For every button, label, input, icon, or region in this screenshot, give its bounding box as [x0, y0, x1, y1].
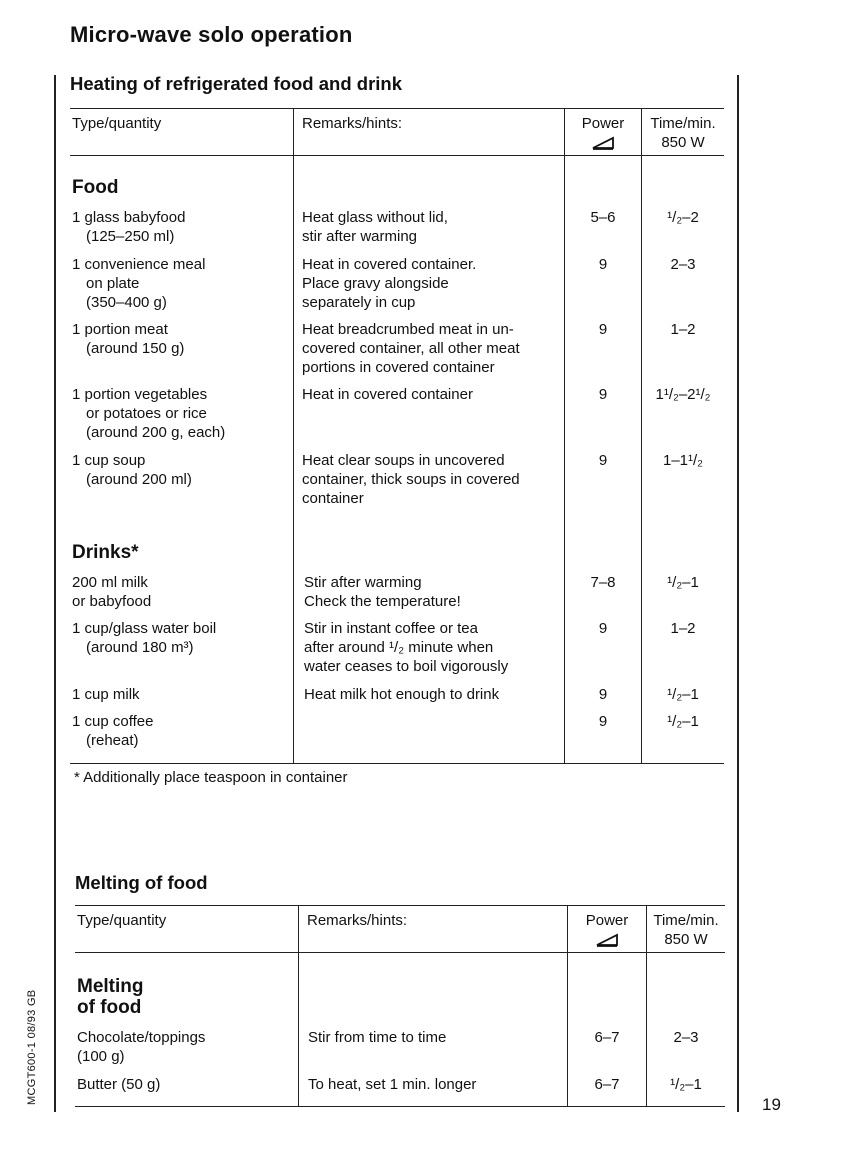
table1-header-time-line2: 850 W	[661, 134, 705, 151]
type-line: 1 convenience meal	[72, 256, 206, 273]
type-line: (100 g)	[77, 1048, 125, 1065]
table2-header-time-line2: 850 W	[664, 931, 708, 948]
melting-heading-line1: Melting	[77, 976, 144, 997]
remark-line: water ceases to boil vigorously	[304, 658, 509, 675]
table1-col-divider-2	[564, 108, 565, 763]
type-line: (around 200 ml)	[86, 471, 192, 488]
type-line: (around 180 m³)	[86, 639, 194, 656]
table2-header-time-line1: Time/min.	[653, 912, 719, 929]
power-value: 9	[598, 256, 608, 273]
table-row	[72, 320, 184, 358]
drinks-heading: Drinks*	[72, 542, 139, 563]
page-number: 19	[762, 1095, 781, 1114]
remark-line: Heat clear soups in uncovered	[302, 452, 505, 469]
remarks-cell	[302, 208, 448, 246]
table2-header-power	[568, 911, 646, 947]
table1-header-rule	[70, 155, 724, 156]
power-value: 6–7	[594, 1076, 620, 1093]
type-line: 1 cup soup	[72, 452, 146, 469]
time-value: ¹/₂–1	[667, 574, 699, 591]
table1-header-power	[565, 114, 641, 150]
section-title-melting: Melting of food	[75, 872, 208, 893]
type-line: 200 ml milk	[72, 574, 148, 591]
remarks-cell: Stir from time to time	[308, 1029, 447, 1046]
table2-col-divider-1	[298, 905, 299, 1106]
power-value: 5–6	[590, 209, 616, 226]
time-value: ¹/₂–2	[667, 209, 699, 226]
table2-header-rule	[75, 952, 725, 953]
power-level-icon	[591, 136, 615, 150]
type-line: 1 cup milk	[72, 686, 140, 703]
table1-header-remarks: Remarks/hints:	[302, 115, 403, 132]
time-value: 1¹/₂–2¹/₂	[655, 386, 711, 403]
remark-line: Stir in instant coffee or tea	[304, 620, 478, 637]
time-value: 1–1¹/₂	[662, 452, 703, 469]
left-margin-line	[54, 75, 56, 1112]
type-line: on plate	[86, 275, 140, 292]
time-value: ¹/₂–1	[667, 686, 699, 703]
melting-heading	[77, 976, 144, 1018]
remarks-cell	[302, 451, 520, 508]
power-value: 9	[598, 620, 608, 637]
remark-line: after around ¹/₂ minute when	[304, 639, 494, 656]
power-value: 6–7	[594, 1029, 620, 1046]
remark-line: container	[302, 490, 364, 507]
type-line: 1 cup/glass water boil	[72, 620, 217, 637]
type-line: (reheat)	[86, 732, 139, 749]
table-row	[72, 208, 185, 246]
table1-header-time-line1: Time/min.	[650, 115, 716, 132]
time-value: 1–2	[670, 620, 696, 637]
remark-line: Place gravy alongside	[302, 275, 449, 292]
remark-line: Heat in covered container.	[302, 256, 477, 273]
remark-line: separately in cup	[302, 294, 416, 311]
remarks-cell	[304, 573, 461, 611]
type-line: (around 200 g, each)	[86, 424, 226, 441]
remark-line: Heat breadcrumbed meat in un-	[302, 321, 514, 338]
table-row	[72, 451, 192, 489]
power-level-icon	[595, 933, 619, 947]
document-code: MCGT600-1 08/93 GB	[26, 989, 38, 1105]
remark-line: Heat milk hot enough to drink	[304, 686, 500, 703]
type-line: 1 portion vegetables	[72, 386, 208, 403]
remark-line: covered container, all other meat	[302, 340, 520, 357]
power-value: 9	[598, 386, 608, 403]
table1-header-time	[642, 114, 724, 152]
remark-line: portions in covered container	[302, 359, 495, 376]
food-heading: Food	[72, 177, 119, 198]
table2-header-time	[647, 911, 725, 949]
type-line: Chocolate/toppings	[77, 1029, 206, 1046]
footnote: * Additionally place teaspoon in container	[74, 769, 348, 786]
time-value: 2–3	[673, 1029, 699, 1046]
remark-line: stir after warming	[302, 228, 418, 245]
melting-heading-line2: of food	[77, 997, 142, 1018]
table-row	[72, 573, 151, 611]
table1-top-rule	[70, 108, 724, 109]
time-value: ¹/₂–1	[667, 713, 699, 730]
table-row	[77, 1075, 160, 1094]
power-value: 9	[598, 452, 608, 469]
type-line: 1 portion meat	[72, 321, 168, 338]
table-row	[77, 1028, 205, 1066]
time-value: 2–3	[670, 256, 696, 273]
table-row	[72, 385, 225, 442]
power-value: 7–8	[590, 574, 616, 591]
table-row	[72, 712, 153, 750]
time-value: 1–2	[670, 321, 696, 338]
table-row	[72, 685, 140, 704]
table1-bottom-rule	[70, 763, 724, 764]
power-value: 9	[598, 713, 608, 730]
table2-header-power-label: Power	[585, 912, 629, 929]
table2-bottom-rule	[75, 1106, 725, 1107]
table1-col-divider-3	[641, 108, 642, 763]
table2-top-rule	[75, 905, 725, 906]
power-value: 9	[598, 321, 608, 338]
type-line: (125–250 ml)	[86, 228, 175, 245]
remark-line: Heat glass without lid,	[302, 209, 448, 226]
type-line: Butter (50 g)	[77, 1076, 161, 1093]
table1-col-divider-1	[293, 108, 294, 763]
power-value: 9	[598, 686, 608, 703]
remark-line: Heat in covered container	[302, 386, 473, 403]
page-title: Micro-wave solo operation	[70, 22, 353, 47]
table2-header-remarks: Remarks/hints:	[307, 912, 408, 929]
type-line: (350–400 g)	[86, 294, 167, 311]
remarks-cell	[304, 619, 508, 676]
table2-header-type: Type/quantity	[77, 912, 167, 929]
type-line: (around 150 g)	[86, 340, 185, 357]
remarks-cell	[302, 320, 520, 377]
type-line: 1 cup coffee	[72, 713, 154, 730]
remarks-cell: To heat, set 1 min. longer	[308, 1076, 477, 1093]
type-line: 1 glass babyfood	[72, 209, 186, 226]
remarks-cell	[302, 255, 476, 312]
right-margin-line	[737, 75, 739, 1112]
type-line: or babyfood	[72, 593, 152, 610]
remark-line: container, thick soups in covered	[302, 471, 520, 488]
remarks-cell	[302, 385, 473, 404]
section-title-heating: Heating of refrigerated food and drink	[70, 73, 402, 94]
table-row	[72, 619, 216, 657]
time-value: ¹/₂–1	[670, 1076, 702, 1093]
table1-header-type: Type/quantity	[72, 115, 162, 132]
type-line: or potatoes or rice	[86, 405, 207, 422]
remark-line: Stir after warming	[304, 574, 422, 591]
table1-header-power-label: Power	[581, 115, 625, 132]
remark-line: Check the temperature!	[304, 593, 461, 610]
remarks-cell	[304, 685, 499, 704]
table-row	[72, 255, 205, 312]
